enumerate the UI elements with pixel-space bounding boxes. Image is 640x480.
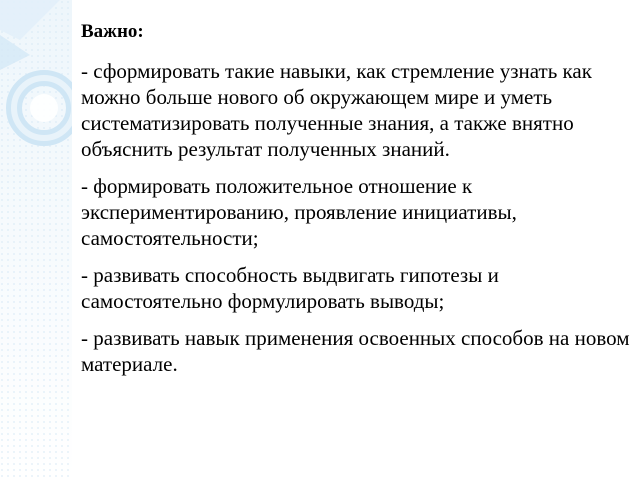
side-decoration — [0, 0, 72, 480]
slide-content — [81, 20, 633, 388]
paragraph-1: - сформировать такие навыки, как стремление узнать как можно больше нового об окружающем мире и уметь систематизировать полученные знания, а также внятно объяснить результат полученных знаний. — [81, 59, 592, 161]
slide-heading: Важно: — [81, 21, 144, 42]
paragraph-2: - формировать положительное отношение к экспериментированию, проявление инициативы, самостоятельности; — [81, 174, 517, 250]
paragraph-4: - развивать навык применения освоенных способов на новом материале. — [81, 326, 630, 376]
decorative-swirl-icon — [0, 0, 72, 480]
paragraph-3: - развивать способность выдвигать гипотезы и самостоятельно формулировать выводы; — [81, 263, 499, 313]
